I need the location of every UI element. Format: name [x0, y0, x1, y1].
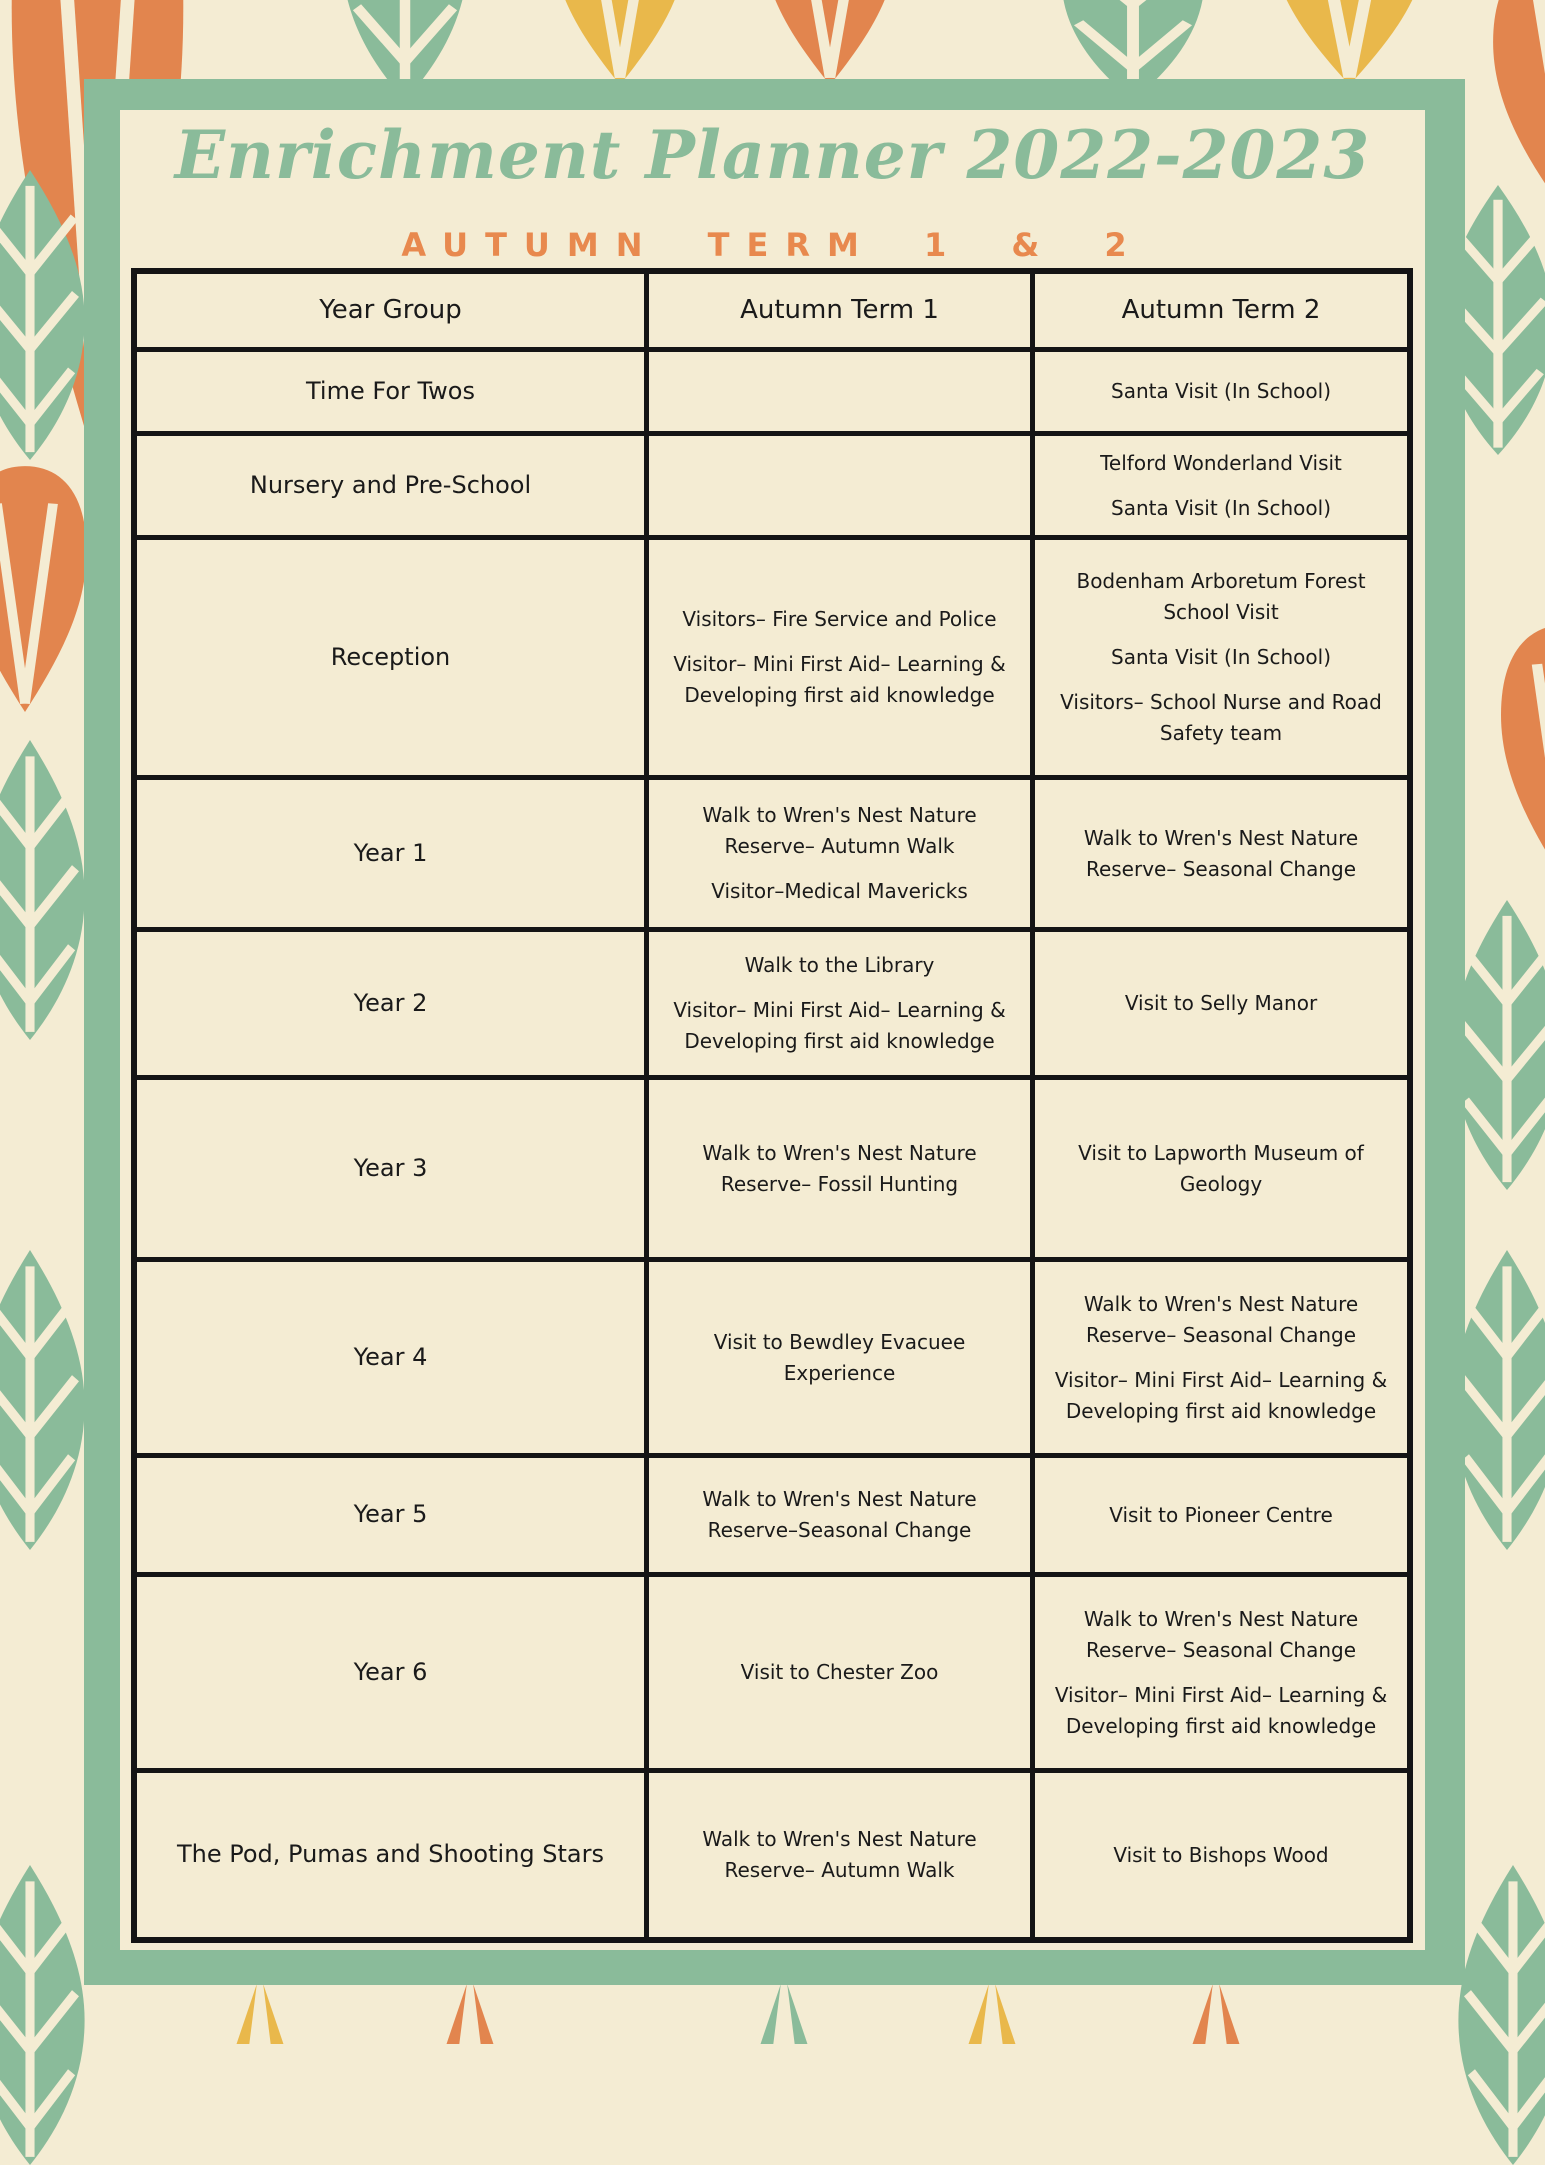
pattern-leaf-icon	[0, 170, 95, 460]
activity-text: Visitors– School Nurse and Road Safety team	[1060, 690, 1382, 745]
term2-cell	[1035, 540, 1407, 780]
pattern-leaf-icon	[0, 740, 95, 1040]
activity-text: Walk to Wren's Nest Nature Reserve–Seasonal Change	[702, 1487, 977, 1542]
term2-cell	[1035, 932, 1407, 1080]
activity-text: Visitor– Mini First Aid– Learning & Developing first aid knowledge	[673, 998, 1006, 1053]
planner-table	[131, 268, 1413, 1943]
activity-text: Walk to Wren's Nest Nature Reserve– Autumn Walk	[702, 1827, 977, 1882]
pattern-tulip-icon	[755, 0, 905, 85]
activity-text: Walk to Wren's Nest Nature Reserve– Seasonal Change	[1083, 1291, 1359, 1347]
year-group-label: Nursery and Pre-School	[249, 470, 532, 499]
activity-text: Visit to Selly Manor	[1124, 991, 1318, 1015]
activity-text: Visit to Bishops Wood	[1113, 1842, 1329, 1867]
term1-cell	[649, 1262, 1035, 1458]
activity-text: Visitor– Mini First Aid– Learning & Developing first aid knowledge	[1054, 1367, 1388, 1423]
year-group-label: Year 4	[353, 1342, 428, 1371]
activity-text: Walk to Wren's Nest Nature Reserve– Autumn Walk	[702, 803, 977, 858]
term2-cell	[1035, 352, 1407, 436]
header-autumn-term-1	[649, 274, 1035, 352]
term1-cell	[649, 1773, 1035, 1937]
year-group-label: Year 2	[353, 988, 428, 1017]
header-label: Year Group	[319, 295, 462, 326]
term2-cell	[1035, 1458, 1407, 1577]
pattern-tulip-icon	[1492, 620, 1545, 885]
year-group-label: Year 6	[353, 1657, 428, 1686]
year-group-cell	[137, 780, 649, 932]
term1-cell	[649, 932, 1035, 1080]
term1-cell	[649, 1080, 1035, 1262]
year-group-cell	[137, 1773, 649, 1937]
pattern-tulip-icon	[545, 0, 695, 85]
term1-cell	[649, 352, 1035, 436]
term1-cell	[649, 1458, 1035, 1577]
header-autumn-term-2	[1035, 274, 1407, 352]
header-year-group	[137, 274, 649, 352]
year-group-label: The Pod, Pumas and Shooting Stars	[176, 1840, 604, 1869]
pattern-leaf-icon	[0, 1250, 95, 1550]
term2-cell	[1035, 436, 1407, 540]
activity-text: Santa Visit (In School)	[1111, 379, 1331, 403]
activity-text: Santa Visit (In School)	[1111, 495, 1331, 520]
pattern-tulip-tip-icon	[1184, 1984, 1248, 2044]
term1-cell	[649, 780, 1035, 932]
year-group-label: Reception	[330, 642, 451, 671]
activity-text: Walk to Wren's Nest Nature Reserve– Fossil Hunting	[702, 1140, 977, 1196]
page-title: Enrichment Planner 2022-2023	[174, 116, 1371, 194]
activity-text: Telford Wonderland Visit	[1100, 450, 1342, 475]
year-group-cell	[137, 1080, 649, 1262]
activity-text: Visitor– Mini First Aid– Learning & Developing first aid knowledge	[1054, 1682, 1388, 1738]
year-group-label: Year 5	[353, 1500, 428, 1529]
activity-text: Walk to the Library	[744, 953, 935, 977]
pattern-tulip-icon	[1262, 0, 1437, 85]
header-label: Autumn Term 2	[1121, 295, 1321, 326]
header-label: Autumn Term 1	[740, 295, 939, 326]
term2-cell	[1035, 1577, 1407, 1773]
year-group-cell	[137, 1458, 649, 1577]
pattern-tulip-tip-icon	[960, 1984, 1024, 2044]
year-group-cell	[137, 1262, 649, 1458]
activity-text: Walk to Wren's Nest Nature Reserve– Seasonal Change	[1083, 825, 1359, 881]
activity-text: Visit to Lapworth Museum of Geology	[1078, 1140, 1364, 1196]
year-group-cell	[137, 1577, 649, 1773]
pattern-tulip-tip-icon	[228, 1984, 292, 2044]
year-group-cell	[137, 932, 649, 1080]
activity-text: Visitor–Medical Mavericks	[711, 879, 968, 903]
term2-cell	[1035, 1773, 1407, 1937]
term1-cell	[649, 436, 1035, 540]
pattern-tulip-tip-icon	[438, 1984, 502, 2044]
term1-cell	[649, 540, 1035, 780]
activity-text: Visit to Pioneer Centre	[1109, 1502, 1333, 1527]
activity-text: Bodenham Arboretum Forest School Visit	[1076, 569, 1366, 624]
activity-text: Visit to Bewdley Evacuee Experience	[713, 1329, 966, 1385]
term1-cell	[649, 1577, 1035, 1773]
term2-cell	[1035, 780, 1407, 932]
year-group-cell	[137, 436, 649, 540]
year-group-label: Year 1	[353, 838, 428, 867]
activity-text: Walk to Wren's Nest Nature Reserve– Seasonal Change	[1083, 1606, 1359, 1662]
activity-text: Visitor– Mini First Aid– Learning & Developing first aid knowledge	[673, 652, 1006, 707]
year-group-cell	[137, 540, 649, 780]
activity-text: Visitors– Fire Service and Police	[682, 607, 997, 631]
activity-text: Visit to Chester Zoo	[740, 1660, 939, 1684]
year-group-label: Time For Twos	[306, 376, 475, 405]
year-group-cell	[137, 352, 649, 436]
year-group-label: Year 3	[353, 1153, 428, 1182]
pattern-leaf-icon	[0, 1865, 95, 2165]
pattern-tulip-icon	[0, 462, 95, 712]
term2-cell	[1035, 1262, 1407, 1458]
page-subtitle: AUTUMN TERM 1 & 2	[401, 226, 1144, 264]
activity-text: Santa Visit (In School)	[1111, 645, 1331, 669]
term2-cell	[1035, 1080, 1407, 1262]
pattern-leaf-tip-icon	[752, 1984, 816, 2044]
